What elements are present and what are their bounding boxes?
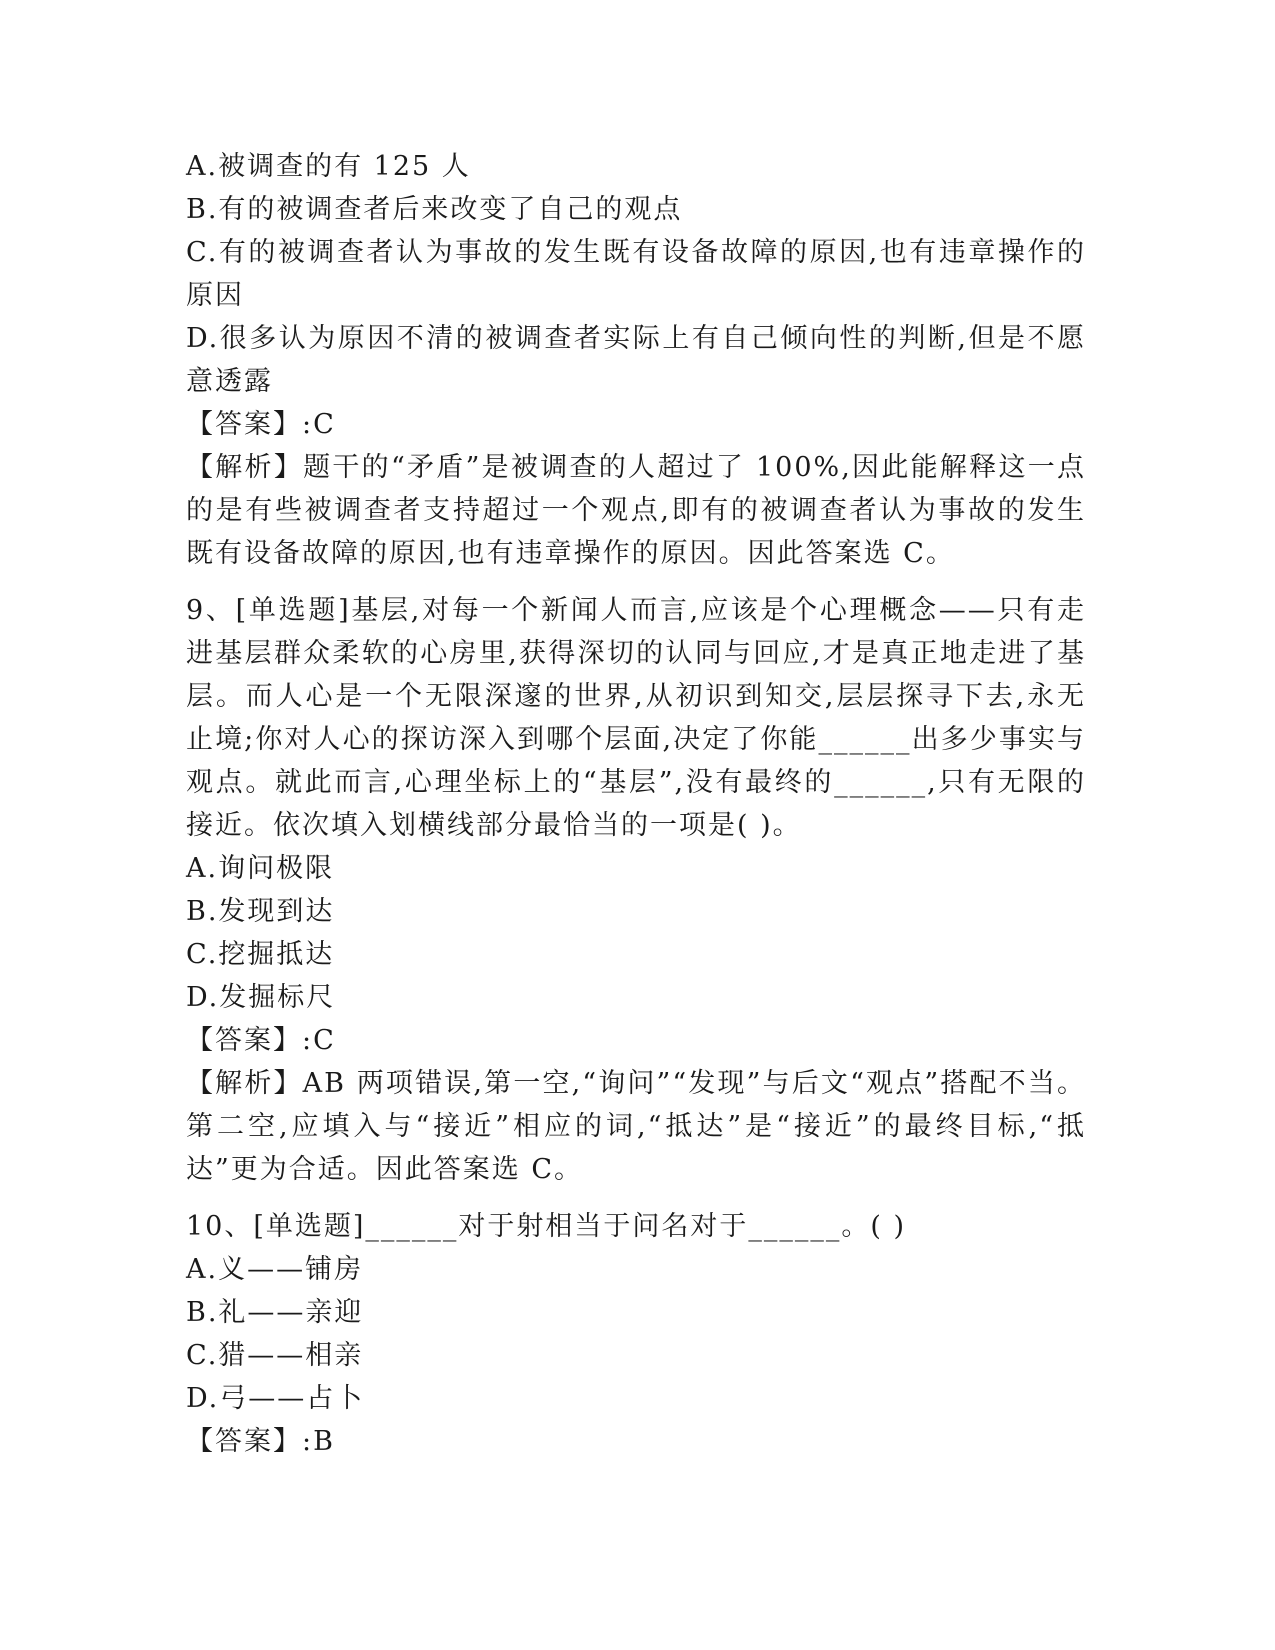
q9-answer [186,1019,1086,1062]
q10-option-d: D.弓——占卜 [186,1383,365,1414]
q9-option-a: A.询问极限 [186,853,335,884]
q9-option-c: C.挖掘抵达 [186,939,335,970]
q9-answer-value: C [313,1025,336,1056]
q8-option-b: B.有的被调查者后来改变了自己的观点 [186,194,683,225]
q10-answer-label: 【答案】 [186,1426,302,1457]
document-content [186,145,1086,1463]
q9-analysis [186,1062,1086,1191]
q10-answer-separator: : [302,1426,314,1457]
q9-analysis-text: AB 两项错误,第一空,“询问”“发现”与后文“观点”搭配不当。第二空,应填入与“接近”相应的词,“抵达”是“接近”的最终目标,“抵达”更为合适。因此答案选 C。 [186,1068,1087,1185]
q10-option-c: C.猎——相亲 [186,1340,364,1371]
q8-option-c: C.有的被调查者认为事故的发生既有设备故障的原因,也有违章操作的原因 [186,237,1086,311]
q9-stem: 9、[单选题]基层,对每一个新闻人而言,应该是个心理概念——只有走进基层群众柔软的心房里,获得深切的认同与回应,才是真正地走进了基层。而人心是一个无限深邃的世界,从初识到知交,层层探寻下去,永无止境;你对人心的探访深入到哪个层面,决定了你能______出多少事实与观点。就此而言,心理坐标上的“基层”,没有最终的______,只有无限的接近。依次填入划横线部分最恰当的一项是( )。 [186,595,1086,841]
q10-answer-value: B [313,1426,335,1457]
q8-answer-value: C [313,409,336,440]
q9-answer-label: 【答案】 [186,1025,302,1056]
q9-analysis-label: 【解析】 [186,1068,303,1099]
q9-option-d: D.发掘标尺 [186,982,336,1013]
q8-option-a: A.被调查的有 125 人 [186,151,471,182]
q9-answer-separator: : [302,1025,314,1056]
question-gap [186,1191,1086,1205]
q8-answer-separator: : [302,409,314,440]
q8-answer [186,403,1086,446]
q8-answer-label: 【答案】 [186,409,302,440]
q9-option-b: B.发现到达 [186,896,335,927]
q8-analysis-label: 【解析】 [186,452,304,483]
q8-option-d: D.很多认为原因不清的被调查者实际上有自己倾向性的判断,但是不愿意透露 [186,323,1086,397]
q8-analysis [186,446,1086,575]
q10-option-a: A.义——铺房 [186,1254,364,1285]
q10-answer [186,1420,1086,1463]
q8-analysis-text: 题干的“矛盾”是被调查的人超过了 100%,因此能解释这一点的是有些被调查者支持超过一个观点,即有的被调查者认为事故的发生既有设备故障的原因,也有违章操作的原因。因此答案选 C。 [186,452,1086,569]
q10-stem: 10、[单选题]______对于射相当于问名对于______。( ) [186,1211,907,1242]
q10-option-b: B.礼——亲迎 [186,1297,364,1328]
question-gap [186,575,1086,589]
